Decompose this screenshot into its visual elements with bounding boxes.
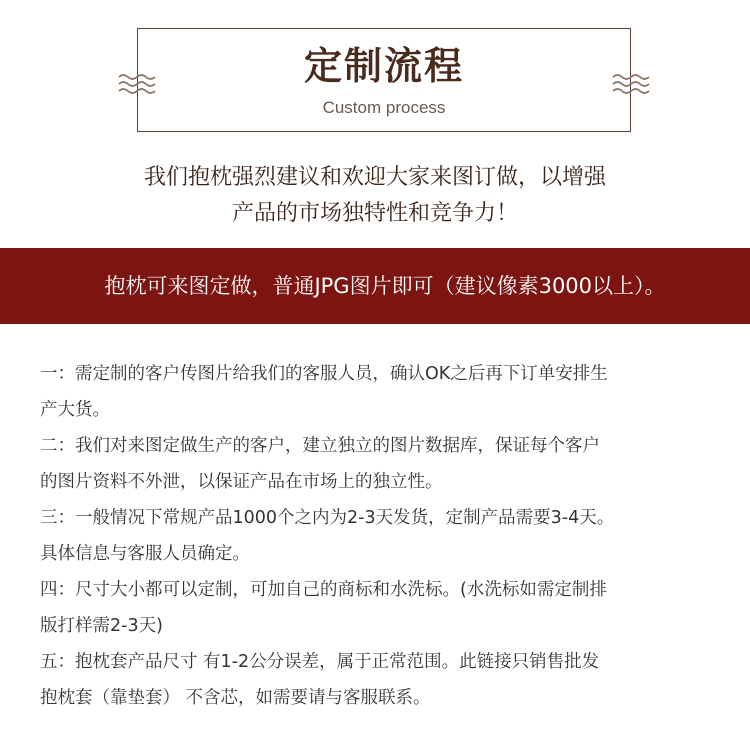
title-frame bbox=[137, 28, 631, 132]
step-item bbox=[40, 572, 720, 644]
page-title: 定制流程 bbox=[303, 44, 464, 88]
step-2-line-1: 二：我们对来图定做生产的客户，建立独立的图片数据库，保证每个客户 bbox=[40, 436, 600, 456]
step-item bbox=[40, 428, 720, 500]
wave-ornament-right-icon bbox=[612, 73, 650, 95]
step-1-line-1: 一：需定制的客户传图片给我们的客服人员，确认OK之后再下订单安排生 bbox=[40, 364, 608, 384]
step-5-line-2: 抱枕套（靠垫套） 不含芯，如需要请与客服联系。 bbox=[40, 688, 431, 708]
step-item bbox=[40, 356, 720, 428]
wave-ornament-left-icon bbox=[118, 73, 156, 95]
step-3-line-1: 三：一般情况下常规产品1000个之内为2-3天发货，定制产品需要3-4天。 bbox=[40, 508, 615, 528]
step-item bbox=[40, 500, 720, 572]
step-3-line-2: 具体信息与客服人员确定。 bbox=[40, 544, 250, 564]
intro-line-2: 产品的市场独特性和竞争力！ bbox=[231, 201, 518, 226]
page-subtitle: Custom process bbox=[322, 98, 446, 117]
step-5-line-1: 五：抱枕套产品尺寸 有1-2公分误差，属于正常范围。此链接只销售批发 bbox=[40, 652, 600, 672]
step-item bbox=[40, 644, 720, 716]
process-steps bbox=[40, 356, 720, 716]
intro-text bbox=[0, 160, 750, 232]
step-1-line-2: 产大货。 bbox=[40, 400, 110, 420]
intro-line-1: 我们抱枕强烈建议和欢迎大家来图订做，以增强 bbox=[143, 165, 606, 190]
step-4-line-1: 四：尺寸大小都可以定制，可加自己的商标和水洗标。(水洗标如需定制排 bbox=[40, 580, 607, 600]
banner-text: 抱枕可来图定做，普通JPG图片即可（建议像素3000以上）。 bbox=[104, 274, 666, 298]
highlight-banner bbox=[0, 248, 750, 324]
step-4-line-2: 版打样需2-3天) bbox=[40, 616, 163, 636]
step-2-line-2: 的图片资料不外泄，以保证产品在市场上的独立性。 bbox=[40, 472, 443, 492]
